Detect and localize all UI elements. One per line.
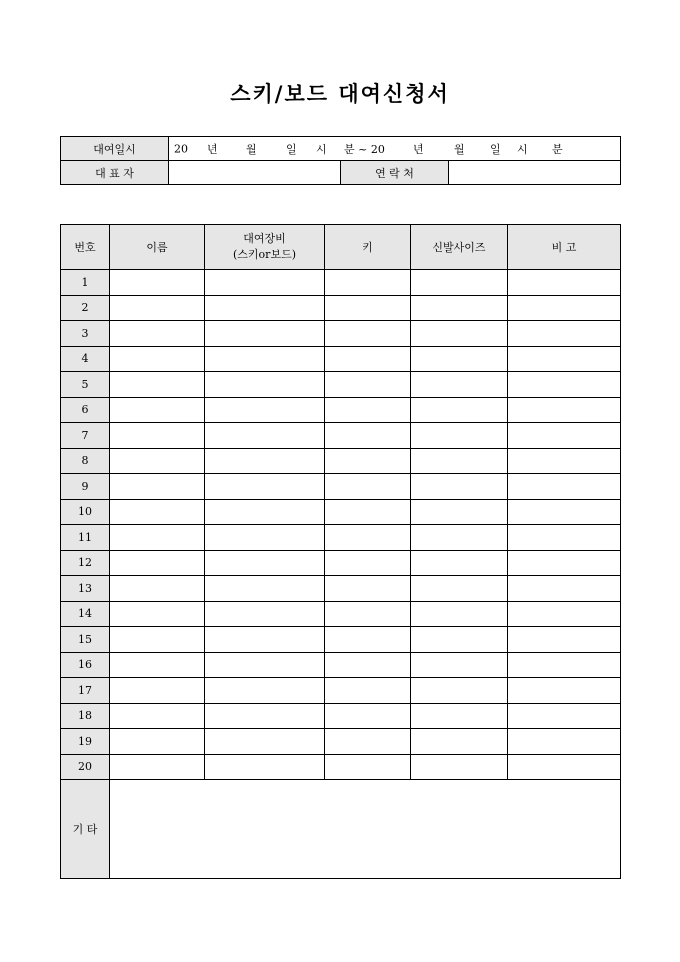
period-part: 년 xyxy=(413,142,424,156)
contact-label: 연 락 처 xyxy=(341,161,449,185)
note-cell[interactable] xyxy=(508,627,621,653)
table-row xyxy=(61,525,621,551)
note-cell[interactable] xyxy=(508,678,621,704)
shoe-size-cell[interactable] xyxy=(411,423,508,449)
row-number: 16 xyxy=(61,652,110,678)
shoe-size-cell[interactable] xyxy=(411,448,508,474)
name-cell[interactable] xyxy=(110,448,205,474)
note-cell[interactable] xyxy=(508,754,621,780)
row-number: 8 xyxy=(61,448,110,474)
height-cell[interactable] xyxy=(325,474,411,500)
shoe-size-cell[interactable] xyxy=(411,576,508,602)
note-cell[interactable] xyxy=(508,703,621,729)
shoe-size-cell[interactable] xyxy=(411,474,508,500)
name-cell[interactable] xyxy=(110,397,205,423)
table-row xyxy=(61,652,621,678)
equipment-cell[interactable] xyxy=(205,550,325,576)
note-cell[interactable] xyxy=(508,448,621,474)
note-cell[interactable] xyxy=(508,652,621,678)
header-height: 키 xyxy=(325,225,411,270)
note-cell[interactable] xyxy=(508,474,621,500)
period-part: 분 ~ 20 xyxy=(344,142,385,156)
row-number: 18 xyxy=(61,703,110,729)
period-part: 일 xyxy=(286,142,297,156)
representative-field[interactable] xyxy=(169,161,341,185)
period-part: 일 xyxy=(490,142,501,156)
equipment-cell[interactable] xyxy=(205,397,325,423)
height-cell[interactable] xyxy=(325,652,411,678)
name-cell[interactable] xyxy=(110,499,205,525)
height-cell[interactable] xyxy=(325,397,411,423)
equipment-cell[interactable] xyxy=(205,754,325,780)
equipment-cell[interactable] xyxy=(205,423,325,449)
representative-label: 대 표 자 xyxy=(61,161,169,185)
height-cell[interactable] xyxy=(325,346,411,372)
misc-row xyxy=(61,780,621,879)
table-row xyxy=(61,703,621,729)
name-cell[interactable] xyxy=(110,754,205,780)
table-row xyxy=(61,295,621,321)
height-cell[interactable] xyxy=(325,576,411,602)
table-row xyxy=(61,474,621,500)
row-number: 5 xyxy=(61,372,110,398)
row-number: 4 xyxy=(61,346,110,372)
rental-period-field[interactable] xyxy=(169,137,621,161)
table-row xyxy=(61,499,621,525)
period-part: 월 xyxy=(246,142,257,156)
row-number: 19 xyxy=(61,729,110,755)
table-row xyxy=(61,397,621,423)
equipment-cell[interactable] xyxy=(205,270,325,296)
table-row xyxy=(61,729,621,755)
table-row xyxy=(61,678,621,704)
period-part: 시 xyxy=(517,142,528,156)
height-cell[interactable] xyxy=(325,550,411,576)
height-cell[interactable] xyxy=(325,270,411,296)
name-cell[interactable] xyxy=(110,652,205,678)
table-row xyxy=(61,627,621,653)
note-cell[interactable] xyxy=(508,550,621,576)
height-cell[interactable] xyxy=(325,423,411,449)
name-cell[interactable] xyxy=(110,525,205,551)
name-cell[interactable] xyxy=(110,346,205,372)
table-row xyxy=(61,601,621,627)
height-cell[interactable] xyxy=(325,448,411,474)
equipment-cell[interactable] xyxy=(205,448,325,474)
row-number: 1 xyxy=(61,270,110,296)
shoe-size-cell[interactable] xyxy=(411,703,508,729)
row-number: 3 xyxy=(61,321,110,347)
name-cell[interactable] xyxy=(110,627,205,653)
height-cell[interactable] xyxy=(325,754,411,780)
height-cell[interactable] xyxy=(325,372,411,398)
table-row xyxy=(61,270,621,296)
row-number: 11 xyxy=(61,525,110,551)
row-number: 10 xyxy=(61,499,110,525)
height-cell[interactable] xyxy=(325,499,411,525)
name-cell[interactable] xyxy=(110,601,205,627)
row-number: 17 xyxy=(61,678,110,704)
name-cell[interactable] xyxy=(110,550,205,576)
note-cell[interactable] xyxy=(508,295,621,321)
shoe-size-cell[interactable] xyxy=(411,499,508,525)
period-part: 분 xyxy=(552,142,563,156)
table-row xyxy=(61,423,621,449)
header-name: 이름 xyxy=(110,225,205,270)
note-cell[interactable] xyxy=(508,729,621,755)
height-cell[interactable] xyxy=(325,729,411,755)
shoe-size-cell[interactable] xyxy=(411,525,508,551)
header-no: 번호 xyxy=(61,225,110,270)
height-cell[interactable] xyxy=(325,678,411,704)
equipment-cell[interactable] xyxy=(205,678,325,704)
period-part: 년 xyxy=(207,142,218,156)
row-number: 12 xyxy=(61,550,110,576)
equipment-cell[interactable] xyxy=(205,729,325,755)
rental-list-table xyxy=(60,224,621,879)
row-number: 13 xyxy=(61,576,110,602)
period-part: 20 xyxy=(174,142,188,155)
equipment-cell[interactable] xyxy=(205,321,325,347)
shoe-size-cell[interactable] xyxy=(411,678,508,704)
name-cell[interactable] xyxy=(110,295,205,321)
row-number: 9 xyxy=(61,474,110,500)
note-cell[interactable] xyxy=(508,423,621,449)
table-row xyxy=(61,372,621,398)
header-equipment xyxy=(205,225,325,270)
name-cell[interactable] xyxy=(110,270,205,296)
shoe-size-cell[interactable] xyxy=(411,346,508,372)
height-cell[interactable] xyxy=(325,295,411,321)
name-cell[interactable] xyxy=(110,423,205,449)
header-equipment-line1: 대여장비 xyxy=(243,232,286,245)
name-cell[interactable] xyxy=(110,372,205,398)
name-cell[interactable] xyxy=(110,703,205,729)
note-cell[interactable] xyxy=(508,601,621,627)
equipment-cell[interactable] xyxy=(205,474,325,500)
equipment-cell[interactable] xyxy=(205,346,325,372)
shoe-size-cell[interactable] xyxy=(411,627,508,653)
equipment-cell[interactable] xyxy=(205,525,325,551)
table-row xyxy=(61,321,621,347)
shoe-size-cell[interactable] xyxy=(411,754,508,780)
rental-info-table xyxy=(60,136,621,185)
note-cell[interactable] xyxy=(508,372,621,398)
height-cell[interactable] xyxy=(325,601,411,627)
height-cell[interactable] xyxy=(325,525,411,551)
shoe-size-cell[interactable] xyxy=(411,295,508,321)
contact-field[interactable] xyxy=(449,161,621,185)
equipment-cell[interactable] xyxy=(205,499,325,525)
shoe-size-cell[interactable] xyxy=(411,652,508,678)
row-number: 6 xyxy=(61,397,110,423)
header-equipment-line2: (스키or보드) xyxy=(233,248,296,261)
equipment-cell[interactable] xyxy=(205,601,325,627)
table-row xyxy=(61,576,621,602)
note-cell[interactable] xyxy=(508,321,621,347)
row-number: 15 xyxy=(61,627,110,653)
row-number: 14 xyxy=(61,601,110,627)
note-cell[interactable] xyxy=(508,525,621,551)
header-note: 비 고 xyxy=(508,225,621,270)
row-number: 7 xyxy=(61,423,110,449)
equipment-cell[interactable] xyxy=(205,703,325,729)
name-cell[interactable] xyxy=(110,321,205,347)
header-shoe-size: 신발사이즈 xyxy=(411,225,508,270)
height-cell[interactable] xyxy=(325,627,411,653)
shoe-size-cell[interactable] xyxy=(411,550,508,576)
page-title: 스키/보드 대여신청서 xyxy=(230,81,450,106)
shoe-size-cell[interactable] xyxy=(411,372,508,398)
row-number: 2 xyxy=(61,295,110,321)
shoe-size-cell[interactable] xyxy=(411,729,508,755)
equipment-cell[interactable] xyxy=(205,627,325,653)
height-cell[interactable] xyxy=(325,703,411,729)
table-row xyxy=(61,754,621,780)
name-cell[interactable] xyxy=(110,678,205,704)
shoe-size-cell[interactable] xyxy=(411,601,508,627)
equipment-cell[interactable] xyxy=(205,576,325,602)
note-cell[interactable] xyxy=(508,346,621,372)
shoe-size-cell[interactable] xyxy=(411,270,508,296)
row-number: 20 xyxy=(61,754,110,780)
name-cell[interactable] xyxy=(110,576,205,602)
note-cell[interactable] xyxy=(508,576,621,602)
table-row xyxy=(61,550,621,576)
misc-field[interactable] xyxy=(110,780,621,879)
note-cell[interactable] xyxy=(508,499,621,525)
table-row xyxy=(61,448,621,474)
rental-period-label: 대여일시 xyxy=(61,137,169,161)
note-cell[interactable] xyxy=(508,270,621,296)
name-cell[interactable] xyxy=(110,474,205,500)
period-part: 시 xyxy=(316,142,327,156)
equipment-cell[interactable] xyxy=(205,295,325,321)
shoe-size-cell[interactable] xyxy=(411,397,508,423)
height-cell[interactable] xyxy=(325,321,411,347)
equipment-cell[interactable] xyxy=(205,652,325,678)
misc-label: 기 타 xyxy=(61,780,110,879)
period-part: 월 xyxy=(454,142,465,156)
shoe-size-cell[interactable] xyxy=(411,321,508,347)
name-cell[interactable] xyxy=(110,729,205,755)
table-row xyxy=(61,346,621,372)
note-cell[interactable] xyxy=(508,397,621,423)
equipment-cell[interactable] xyxy=(205,372,325,398)
